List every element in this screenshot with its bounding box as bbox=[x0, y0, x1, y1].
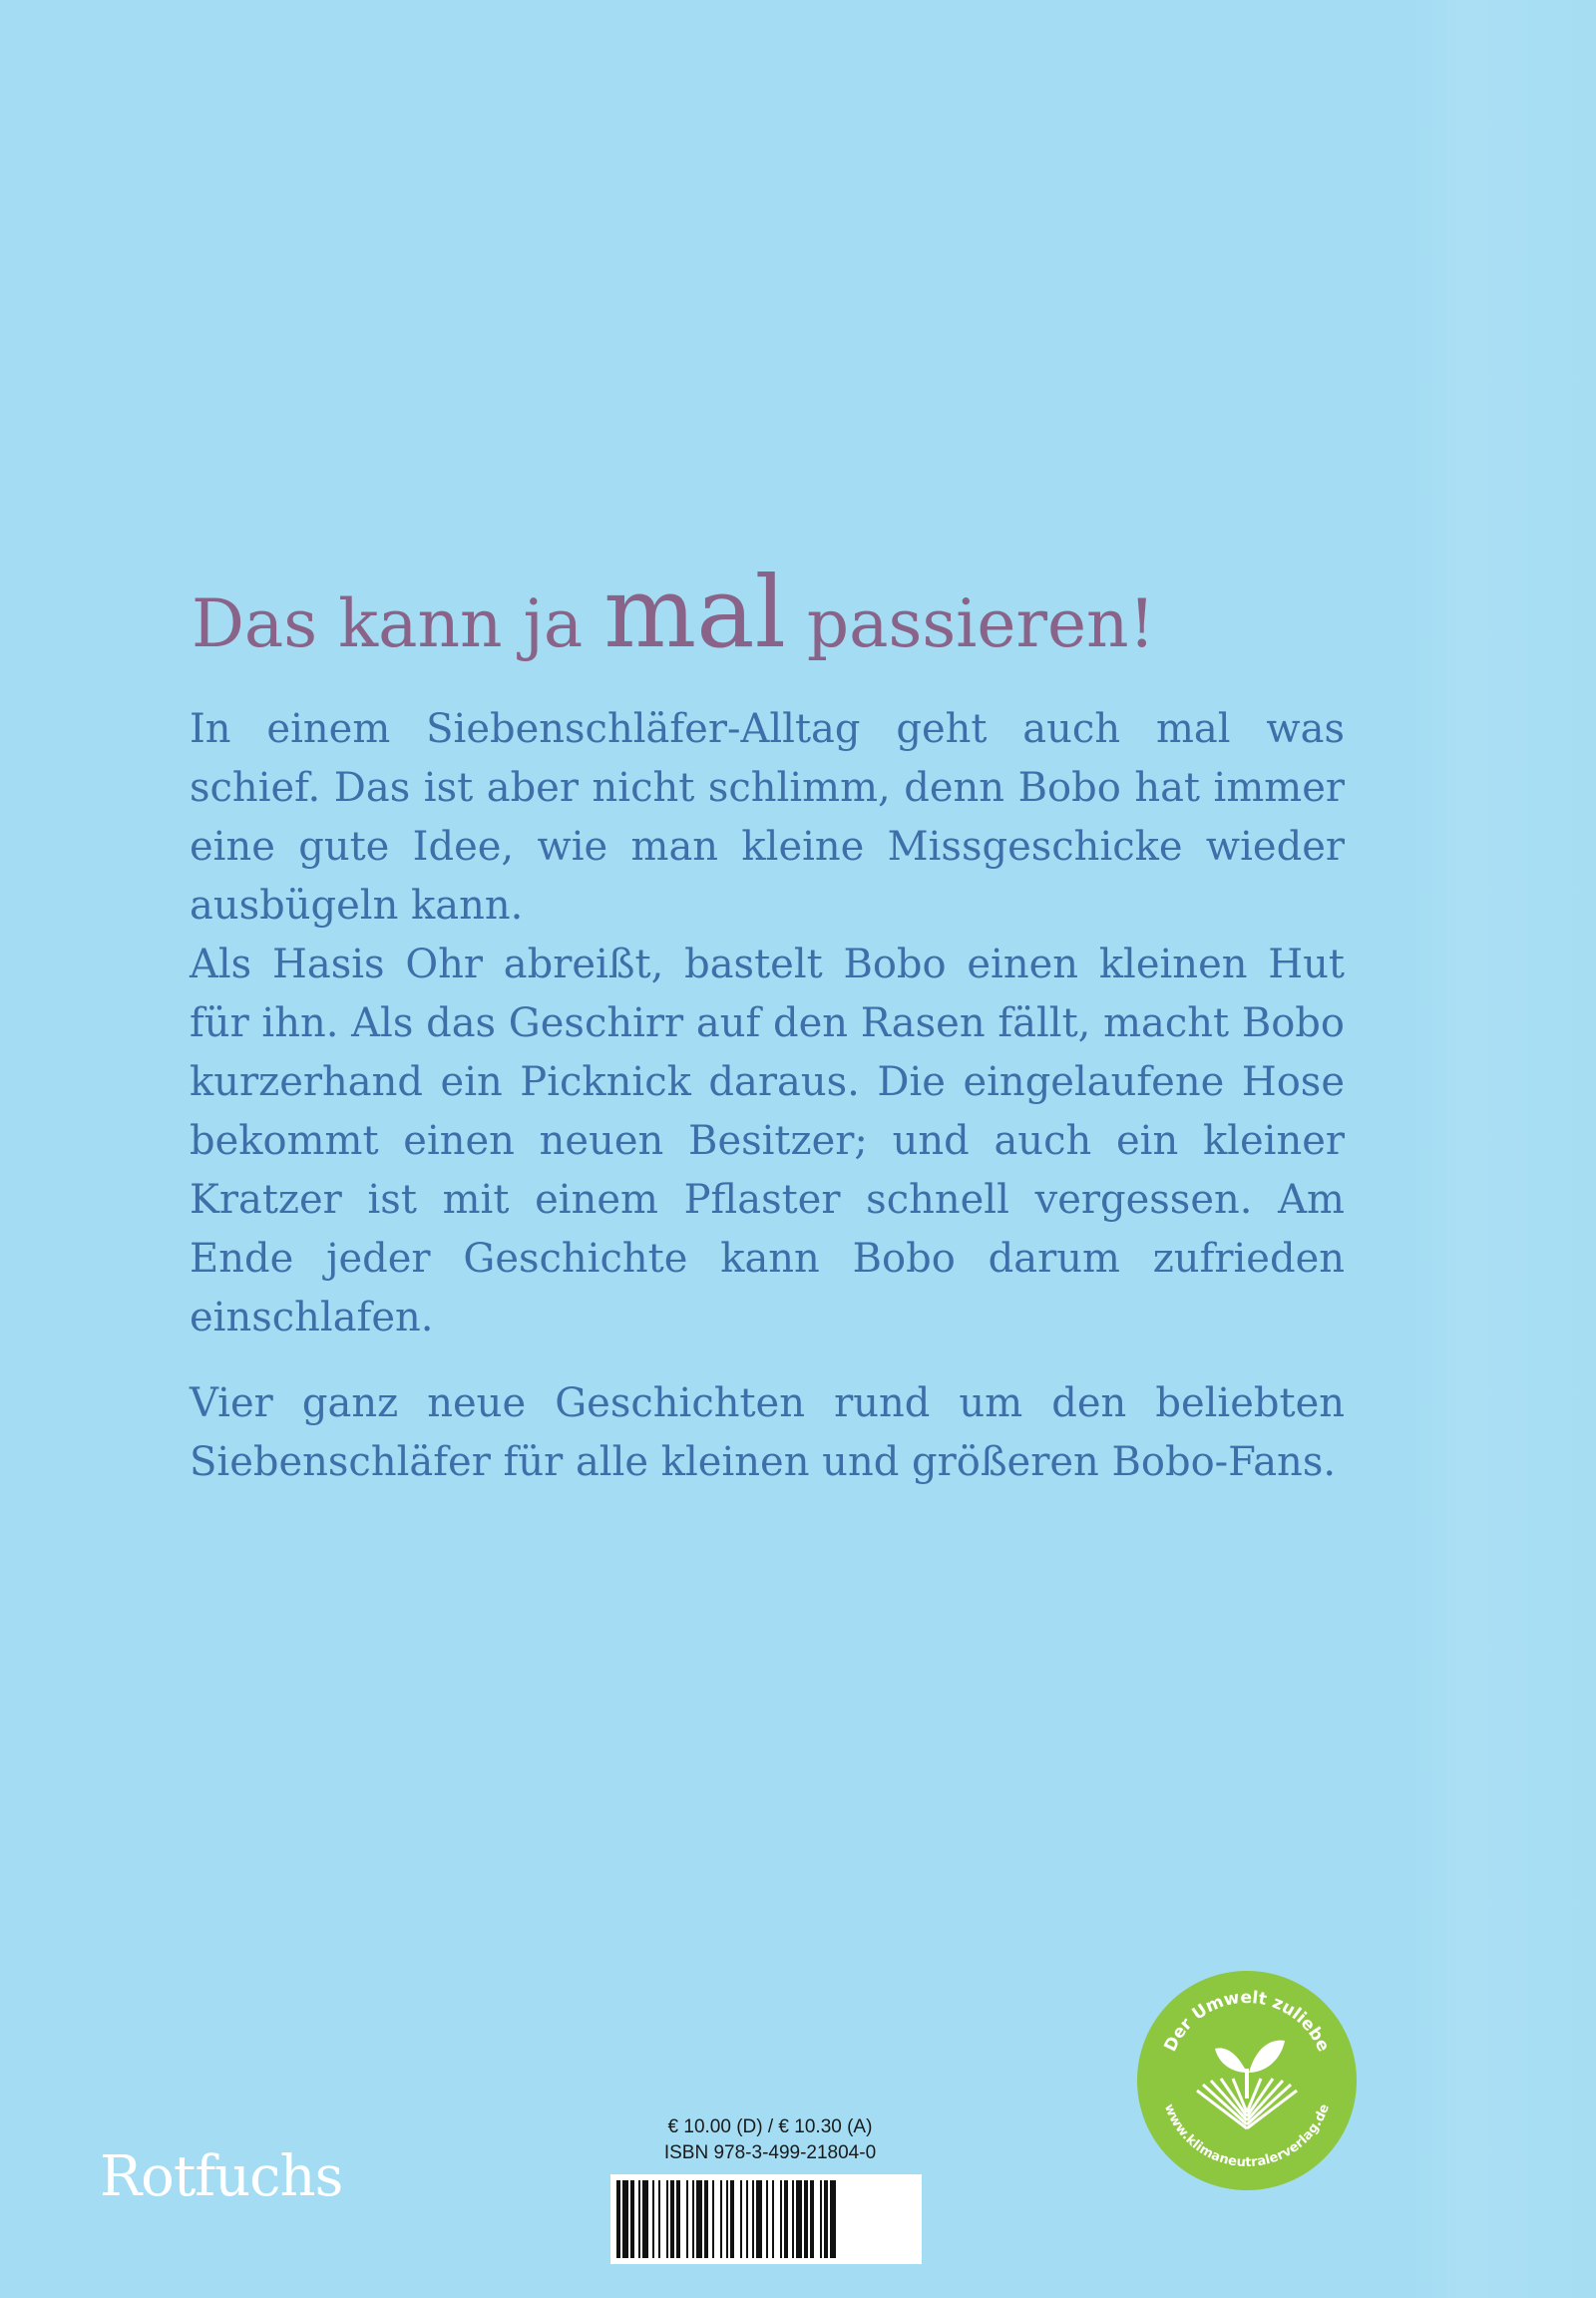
description-paragraph-3: Vier ganz neue Geschichten rund um den beliebten Siebenschläfer für alle kleinen und größeren Bobo-Fans. bbox=[190, 1380, 1345, 1485]
eco-badge-graphic bbox=[1135, 1969, 1359, 2192]
publisher-logo: Rotfuchs bbox=[100, 2144, 343, 2209]
isbn-text: ISBN 978-3-499-21804-0 bbox=[663, 2142, 877, 2163]
eco-badge bbox=[1135, 1969, 1359, 2192]
barcode-bar bbox=[746, 2180, 748, 2258]
barcode-bar bbox=[696, 2180, 702, 2258]
barcode-bar bbox=[638, 2180, 640, 2258]
barcode-bar bbox=[756, 2180, 762, 2258]
barcode-bar bbox=[726, 2180, 728, 2258]
barcode-bar bbox=[766, 2180, 768, 2258]
headline-part-1: Das kann ja bbox=[192, 585, 604, 662]
barcode-bar bbox=[730, 2180, 734, 2258]
headline-emphasis: mal bbox=[603, 557, 786, 670]
barcode-bar bbox=[652, 2180, 654, 2258]
barcode-bar bbox=[796, 2180, 802, 2258]
barcode-bar bbox=[676, 2180, 680, 2258]
headline bbox=[192, 559, 1389, 679]
barcode-bar bbox=[720, 2180, 722, 2258]
cover-edge bbox=[1406, 0, 1596, 2298]
description bbox=[190, 700, 1345, 1492]
barcode-bar bbox=[630, 2180, 634, 2258]
barcode-bar bbox=[670, 2180, 674, 2258]
barcode bbox=[610, 2174, 922, 2264]
barcode-bar bbox=[752, 2180, 754, 2258]
barcode-bar bbox=[780, 2180, 782, 2258]
barcode-bar bbox=[642, 2180, 648, 2258]
barcode-bar bbox=[692, 2180, 694, 2258]
barcode-bar bbox=[686, 2180, 688, 2258]
description-paragraph-2: Als Hasis Ohr abreißt, bastelt Bobo einen kleinen Hut für ihn. Als das Geschirr auf den Rasen fällt, macht Bobo kurzerhand ein Picknick daraus. Die eingelaufene Hose bekommt einen neuen Besitzer; und auch ein kleiner Kratzer ist mit einem Pflaster schnell vergessen. Am Ende jeder Geschichte kann Bobo darum zufrieden einschlafen. bbox=[190, 942, 1345, 1340]
badge-bottom-text: www.klimaneutralerverlag.de bbox=[1160, 2102, 1333, 2171]
barcode-bar bbox=[622, 2180, 628, 2258]
barcode-bar bbox=[772, 2180, 774, 2258]
price-text: € 10.00 (D) / € 10.30 (A) bbox=[667, 2116, 873, 2137]
barcode-bar bbox=[804, 2180, 808, 2258]
barcode-graphic bbox=[610, 2174, 922, 2264]
headline-part-2: passieren! bbox=[785, 585, 1156, 662]
barcode-bar bbox=[740, 2180, 742, 2258]
barcode-bar bbox=[712, 2180, 714, 2258]
badge-top-text: Der Umwelt zuliebe bbox=[1160, 1987, 1334, 2056]
barcode-bar bbox=[792, 2180, 794, 2258]
barcode-bar bbox=[820, 2180, 822, 2258]
barcode-bar bbox=[666, 2180, 668, 2258]
price-block bbox=[610, 2114, 930, 2166]
barcode-bar bbox=[830, 2180, 836, 2258]
barcode-bar bbox=[784, 2180, 788, 2258]
barcode-bar bbox=[824, 2180, 828, 2258]
barcode-bar bbox=[658, 2180, 660, 2258]
barcode-bar bbox=[704, 2180, 708, 2258]
barcode-bar bbox=[810, 2180, 814, 2258]
description-paragraph-1: In einem Siebenschläfer-Alltag geht auch mal was schief. Das ist aber nicht schlimm, denn Bobo hat immer eine gute Idee, wie man kleine Missgeschicke wieder ausbügeln kann. bbox=[190, 706, 1345, 929]
barcode-bar bbox=[616, 2180, 620, 2258]
